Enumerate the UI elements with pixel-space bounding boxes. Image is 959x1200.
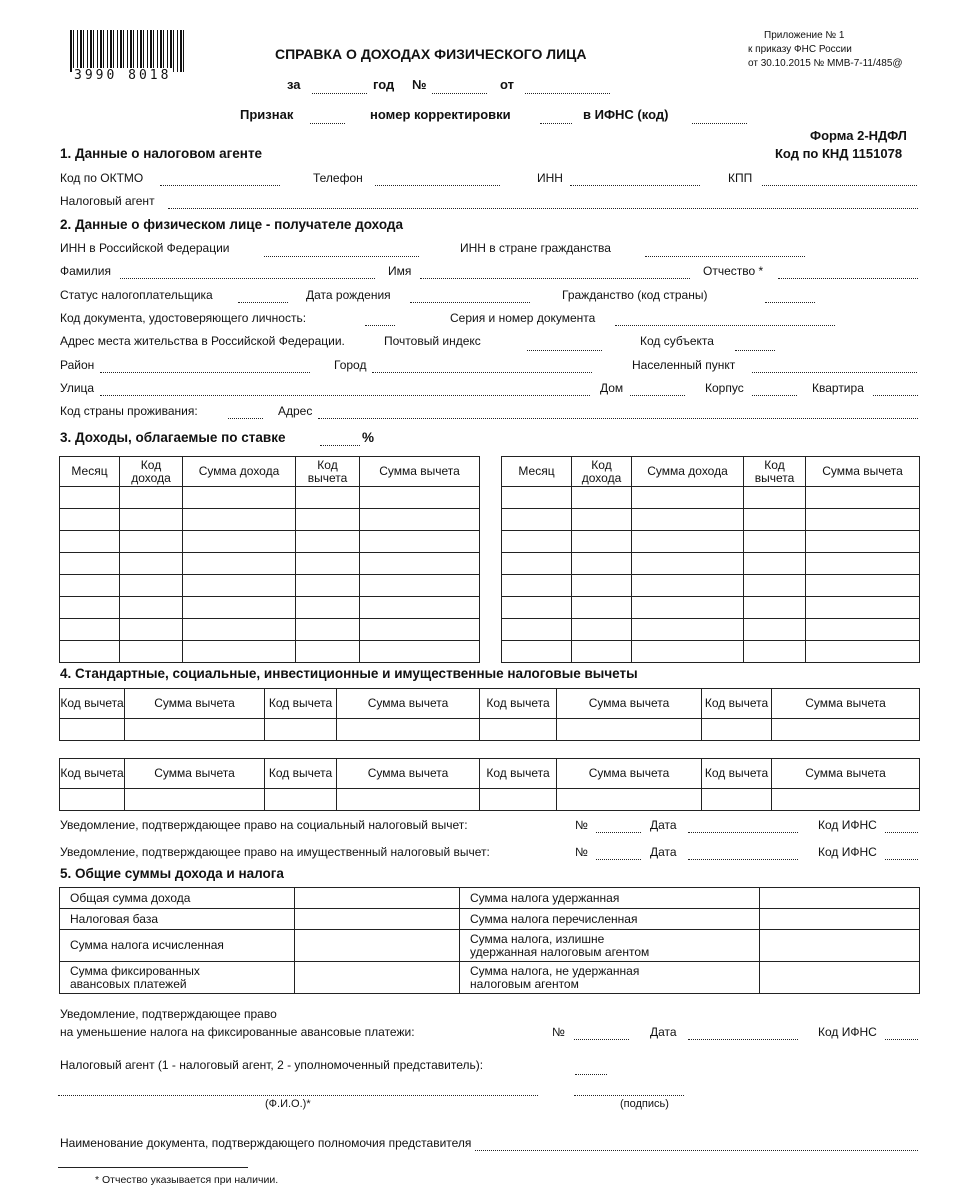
field-district[interactable] bbox=[100, 372, 310, 373]
income-table-right bbox=[501, 456, 920, 663]
notice-property-no-label: № bbox=[575, 845, 588, 859]
tax-transferred-value[interactable] bbox=[760, 909, 920, 930]
section5-title: 5. Общие суммы дохода и налога bbox=[60, 866, 284, 881]
field-region[interactable] bbox=[735, 350, 775, 351]
field-country-code[interactable] bbox=[228, 418, 263, 419]
label-doc-code: Код документа, удостоверяющего личность: bbox=[60, 311, 307, 325]
label-address-rf: Адрес места жительства в Российской Федерации. bbox=[60, 334, 345, 348]
table-row[interactable] bbox=[60, 619, 480, 641]
notice-advance-date-label: Дата bbox=[650, 1025, 677, 1039]
income-table-left bbox=[59, 456, 480, 663]
label-priznak: Признак bbox=[240, 107, 294, 122]
total-income-value[interactable] bbox=[295, 888, 460, 909]
field-apartment[interactable] bbox=[873, 395, 918, 396]
notice-social-ifns-label: Код ИФНС bbox=[818, 818, 877, 832]
label-region: Код субъекта bbox=[640, 334, 714, 348]
appendix-line-2: к приказу ФНС России bbox=[748, 44, 852, 55]
field-phone[interactable] bbox=[375, 185, 500, 186]
col-code-income: Код дохода bbox=[120, 457, 183, 487]
col-code: Код вычета bbox=[480, 759, 557, 789]
table-row[interactable] bbox=[60, 509, 480, 531]
income-table-header bbox=[502, 457, 920, 487]
fio-caption: (Ф.И.О.)* bbox=[265, 1098, 311, 1110]
notice-property-ifns-label: Код ИФНС bbox=[818, 845, 877, 859]
label-address: Адрес bbox=[278, 404, 313, 418]
agent-type-label: Налоговый агент (1 - налоговый агент, 2 - уполномоченный представитель): bbox=[60, 1058, 484, 1072]
fio-field[interactable] bbox=[58, 1095, 538, 1096]
label-country-code: Код страны проживания: bbox=[60, 404, 198, 418]
table-row[interactable] bbox=[60, 553, 480, 575]
label-ifns: в ИФНС (код) bbox=[583, 107, 669, 122]
field-birthdate[interactable] bbox=[410, 302, 530, 303]
label-oktmo: Код по ОКТМО bbox=[60, 171, 144, 185]
col-code: Код вычета bbox=[265, 759, 337, 789]
notice-property-date-label: Дата bbox=[650, 845, 677, 859]
field-inn[interactable] bbox=[570, 185, 700, 186]
label-inn-rf: ИНН в Российской Федерации bbox=[60, 241, 230, 255]
tax-not-withheld-value[interactable] bbox=[760, 962, 920, 994]
field-ifns[interactable] bbox=[692, 123, 747, 124]
field-za[interactable] bbox=[312, 93, 367, 94]
table-row[interactable] bbox=[502, 597, 920, 619]
tax-not-withheld-label: Сумма налога, не удержанная налоговым агентом bbox=[460, 962, 760, 994]
deductions-table-2 bbox=[59, 758, 920, 811]
table-row bbox=[60, 962, 920, 994]
appendix-line-1: Приложение № 1 bbox=[764, 30, 845, 41]
label-apartment: Квартира bbox=[812, 381, 864, 395]
notice-property-no-field[interactable] bbox=[596, 859, 641, 860]
label-god: год bbox=[373, 77, 395, 92]
field-oktmo[interactable] bbox=[160, 185, 280, 186]
col-code: Код вычета bbox=[480, 689, 557, 719]
label-inn: ИНН bbox=[537, 171, 563, 185]
col-code-deduction: Код вычета bbox=[744, 457, 806, 487]
tax-calculated-label: Сумма налога исчисленная bbox=[60, 930, 295, 962]
table-row[interactable] bbox=[60, 575, 480, 597]
field-patronymic[interactable] bbox=[778, 278, 918, 279]
tax-calculated-value[interactable] bbox=[295, 930, 460, 962]
col-code: Код вычета bbox=[60, 689, 125, 719]
label-house: Дом bbox=[600, 381, 624, 395]
notice-social-date-field[interactable] bbox=[688, 832, 798, 833]
authority-doc-field[interactable] bbox=[475, 1150, 918, 1151]
col-code: Код вычета bbox=[702, 689, 772, 719]
label-za: за bbox=[287, 77, 301, 92]
knd-code: Код по КНД 1151078 bbox=[775, 146, 903, 161]
section2-title: 2. Данные о физическом лице - получателе дохода bbox=[60, 217, 403, 232]
section4-title: 4. Стандартные, социальные, инвестиционные и имущественные налоговые вычеты bbox=[60, 666, 638, 681]
tax-base-label: Налоговая база bbox=[60, 909, 295, 930]
table-row[interactable] bbox=[60, 719, 920, 741]
field-priznak[interactable] bbox=[310, 123, 345, 124]
col-code-deduction: Код вычета bbox=[296, 457, 360, 487]
col-sum-income: Сумма дохода bbox=[183, 457, 296, 487]
field-kpp[interactable] bbox=[762, 185, 917, 186]
label-no: № bbox=[412, 77, 427, 92]
col-sum-deduction: Сумма вычета bbox=[360, 457, 480, 487]
table-row[interactable] bbox=[60, 789, 920, 811]
fixed-advance-value[interactable] bbox=[295, 962, 460, 994]
table-row[interactable] bbox=[502, 575, 920, 597]
notice-advance-line1: Уведомление, подтверждающее право bbox=[60, 1007, 277, 1021]
field-house[interactable] bbox=[630, 395, 685, 396]
col-sum: Сумма вычета bbox=[337, 689, 480, 719]
label-inn-country: ИНН в стране гражданства bbox=[460, 241, 611, 255]
label-doc-series: Серия и номер документа bbox=[450, 311, 596, 325]
label-ot: от bbox=[500, 77, 514, 92]
col-sum: Сумма вычета bbox=[772, 689, 920, 719]
field-inn-country[interactable] bbox=[645, 256, 805, 257]
tax-withheld-label: Сумма налога удержанная bbox=[460, 888, 760, 909]
field-street[interactable] bbox=[100, 395, 590, 396]
deductions-table-header bbox=[60, 759, 920, 789]
col-sum-income: Сумма дохода bbox=[632, 457, 744, 487]
notice-social-date-label: Дата bbox=[650, 818, 677, 832]
col-sum: Сумма вычета bbox=[125, 759, 265, 789]
label-locality: Населенный пункт bbox=[632, 358, 736, 372]
label-patronymic: Отчество * bbox=[703, 264, 764, 278]
footnote-rule bbox=[58, 1167, 248, 1168]
fixed-advance-label: Сумма фиксированных авансовых платежей bbox=[60, 962, 295, 994]
label-surname: Фамилия bbox=[60, 264, 111, 278]
table-row[interactable] bbox=[502, 553, 920, 575]
label-name: Имя bbox=[388, 264, 412, 278]
field-address[interactable] bbox=[318, 418, 918, 419]
field-postal[interactable] bbox=[527, 350, 602, 351]
field-number[interactable] bbox=[432, 93, 487, 94]
tax-base-value[interactable] bbox=[295, 909, 460, 930]
authority-doc-label: Наименование документа, подтверждающего полномочия представителя bbox=[60, 1136, 472, 1150]
section3-title: 3. Доходы, облагаемые по ставке bbox=[60, 430, 286, 445]
table-row[interactable] bbox=[60, 531, 480, 553]
notice-advance-date-field[interactable] bbox=[688, 1039, 798, 1040]
appendix-line-3: от 30.10.2015 № ММВ-7-11/485@ bbox=[748, 58, 903, 69]
table-row[interactable] bbox=[502, 641, 920, 663]
notice-advance-no-field[interactable] bbox=[574, 1039, 629, 1040]
deductions-table-header bbox=[60, 689, 920, 719]
signature-field[interactable] bbox=[574, 1095, 684, 1096]
label-street: Улица bbox=[60, 381, 95, 395]
col-code-income: Код дохода bbox=[572, 457, 632, 487]
label-district: Район bbox=[60, 358, 95, 372]
signature-caption: (подпись) bbox=[620, 1098, 669, 1110]
barcode bbox=[70, 30, 185, 72]
field-city[interactable] bbox=[372, 372, 592, 373]
col-code: Код вычета bbox=[702, 759, 772, 789]
table-row bbox=[60, 909, 920, 930]
table-row[interactable] bbox=[502, 619, 920, 641]
notice-advance-no-label: № bbox=[552, 1025, 565, 1039]
field-date[interactable] bbox=[525, 93, 610, 94]
notice-social-no-label: № bbox=[575, 818, 588, 832]
label-kpp: КПП bbox=[728, 171, 753, 185]
agent-type-field[interactable] bbox=[575, 1074, 607, 1075]
col-code: Код вычета bbox=[60, 759, 125, 789]
field-doc-code[interactable] bbox=[365, 325, 395, 326]
table-row bbox=[60, 930, 920, 962]
notice-social-no-field[interactable] bbox=[596, 832, 641, 833]
field-citizenship[interactable] bbox=[765, 302, 815, 303]
col-sum: Сумма вычета bbox=[337, 759, 480, 789]
table-row[interactable] bbox=[502, 509, 920, 531]
col-sum-deduction: Сумма вычета bbox=[806, 457, 920, 487]
barcode-number: 3990 8018 bbox=[74, 68, 172, 83]
tax-excess-value[interactable] bbox=[760, 930, 920, 962]
notice-property-label: Уведомление, подтверждающее право на имущественный налоговый вычет: bbox=[60, 845, 490, 859]
col-sum: Сумма вычета bbox=[125, 689, 265, 719]
tax-withheld-value[interactable] bbox=[760, 888, 920, 909]
form-name: Форма 2-НДФЛ bbox=[810, 128, 907, 143]
page-title: СПРАВКА О ДОХОДАХ ФИЗИЧЕСКОГО ЛИЦА bbox=[275, 46, 587, 62]
table-row[interactable] bbox=[502, 487, 920, 509]
notice-property-date-field[interactable] bbox=[688, 859, 798, 860]
total-income-label: Общая сумма дохода bbox=[60, 888, 295, 909]
field-agent[interactable] bbox=[168, 208, 918, 209]
label-birthdate: Дата рождения bbox=[306, 288, 391, 302]
footnote: * Отчество указывается при наличии. bbox=[95, 1174, 279, 1186]
table-row[interactable] bbox=[60, 641, 480, 663]
notice-social-label: Уведомление, подтверждающее право на социальный налоговый вычет: bbox=[60, 818, 468, 832]
col-sum: Сумма вычета bbox=[557, 759, 702, 789]
field-correction[interactable] bbox=[540, 123, 572, 124]
col-month: Месяц bbox=[502, 457, 572, 487]
label-postal: Почтовый индекс bbox=[384, 334, 481, 348]
col-month: Месяц bbox=[60, 457, 120, 487]
table-row[interactable] bbox=[60, 597, 480, 619]
field-rate[interactable] bbox=[320, 445, 360, 446]
field-inn-rf[interactable] bbox=[264, 256, 419, 257]
notice-property-ifns-field[interactable] bbox=[885, 859, 918, 860]
deductions-table-1 bbox=[59, 688, 920, 741]
notice-advance-line2: на уменьшение налога на фиксированные авансовые платежи: bbox=[60, 1025, 415, 1039]
notice-social-ifns-field[interactable] bbox=[885, 832, 918, 833]
notice-advance-ifns-label: Код ИФНС bbox=[818, 1025, 877, 1039]
label-status: Статус налогоплательщика bbox=[60, 288, 213, 302]
table-row bbox=[60, 888, 920, 909]
tax-excess-label: Сумма налога, излишне удержанная налоговым агентом bbox=[460, 930, 760, 962]
notice-advance-ifns-field[interactable] bbox=[885, 1039, 918, 1040]
field-name[interactable] bbox=[420, 278, 690, 279]
field-locality[interactable] bbox=[752, 372, 917, 373]
table-row[interactable] bbox=[60, 487, 480, 509]
field-surname[interactable] bbox=[120, 278, 375, 279]
col-sum: Сумма вычета bbox=[772, 759, 920, 789]
label-correction: номер корректировки bbox=[370, 107, 511, 122]
col-sum: Сумма вычета bbox=[557, 689, 702, 719]
totals-table bbox=[59, 887, 920, 994]
label-phone: Телефон bbox=[313, 171, 363, 185]
col-code: Код вычета bbox=[265, 689, 337, 719]
label-city: Город bbox=[334, 358, 367, 372]
tax-transferred-label: Сумма налога перечисленная bbox=[460, 909, 760, 930]
section1-title: 1. Данные о налоговом агенте bbox=[60, 146, 263, 161]
label-building: Корпус bbox=[705, 381, 744, 395]
percent-sign: % bbox=[362, 430, 375, 445]
field-status[interactable] bbox=[238, 302, 288, 303]
field-doc-series[interactable] bbox=[615, 325, 835, 326]
income-table-header bbox=[60, 457, 480, 487]
table-row[interactable] bbox=[502, 531, 920, 553]
label-agent: Налоговый агент bbox=[60, 194, 155, 208]
field-building[interactable] bbox=[752, 395, 797, 396]
label-citizenship: Гражданство (код страны) bbox=[562, 288, 708, 302]
